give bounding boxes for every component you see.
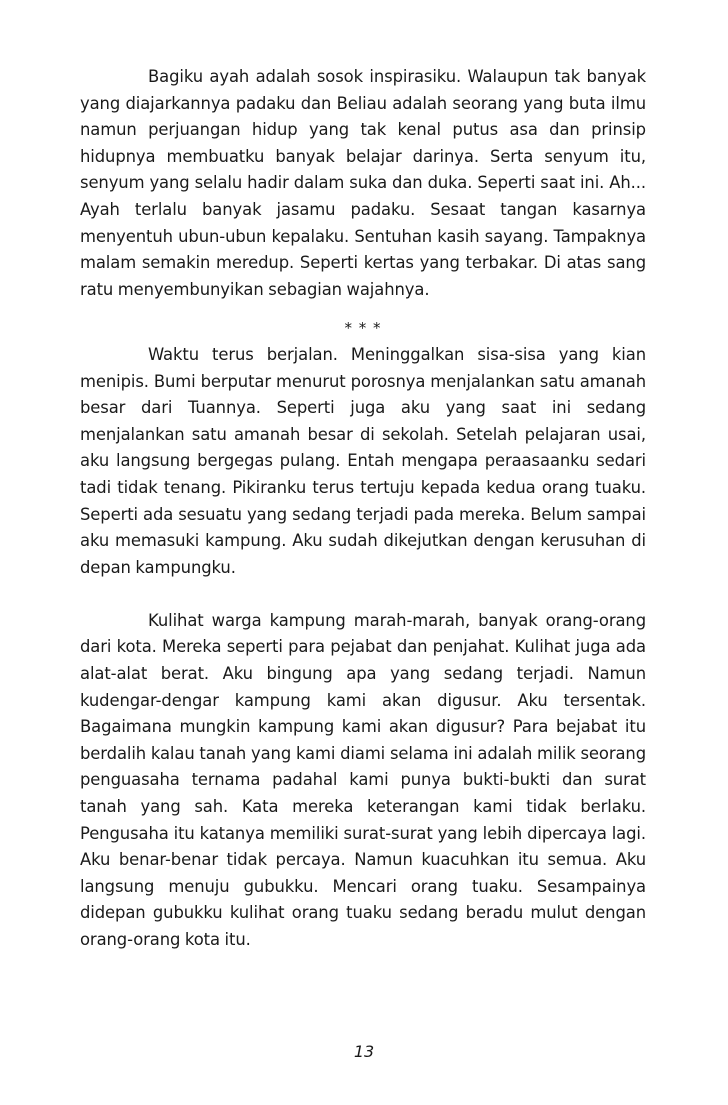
page-body [80, 64, 646, 954]
paragraph-1: Bagiku ayah adalah sosok inspirasiku. Walaupun tak banyak yang diajarkannya padaku dan Beliau adalah seorang yang buta ilmu namun perjuangan hidup yang tak kenal putus asa dan prinsip hidupnya membuatku banyak belajar darinya. Serta senyum itu, senyum yang selalu hadir dalam suka dan duka. Seperti saat ini. Ah... Ayah terlalu banyak jasamu padaku. Sesaat tangan kasarnya menyentuh ubun-ubun kepalaku. Sentuhan kasih sayang. Tampaknya malam semakin meredup. Seperti kertas yang terbakar. Di atas sang ratu menyembunyikan sebagian wajahnya. [80, 67, 646, 299]
paragraph-2: Waktu terus berjalan. Meninggalkan sisa-sisa yang kian menipis. Bumi berputar menurut porosnya menjalankan satu amanah besar dari Tuannya. Seperti juga aku yang saat ini sedang menjalankan satu amanah besar di sekolah. Setelah pelajaran usai, aku langsung bergegas pulang. Entah mengapa peraasaanku sedari tadi tidak tenang. Pikiranku terus tertuju kepada kedua orang tuaku. Seperti ada sesuatu yang sedang terjadi pada mereka. Belum sampai aku memasuki kampung. Aku sudah dikejutkan dengan kerusuhan di depan kampungku. [80, 344, 646, 577]
paragraph-3: Kulihat warga kampung marah-marah, banyak orang-orang dari kota. Mereka seperti para pejabat dan penjahat. Kulihat juga ada alat-alat berat. Aku bingung apa yang sedang terjadi. Namun kudengar-dengar kampung kami akan digusur. Aku tersentak. Bagaimana mungkin kampung kami akan digusur? Para bejabat itu berdalih kalau tanah yang kami diami selama ini adalah milik seorang penguasaha ternama padahal kami punya bukti-bukti dan surat tanah yang sah. Kata mereka keterangan kami tidak berlaku. Pengusaha itu katanya memiliki surat-surat yang lebih dipercaya lagi. Aku benar-benar tidak percaya. Namun kuacuhkan itu semua. Aku langsung menuju gubukku. Mencari orang tuaku. Sesampainya didepan gubukku kulihat orang tuaku sedang beradu mulut dengan orang-orang kota itu. [80, 610, 646, 949]
section-separator: * * * [344, 319, 382, 338]
page-number: 13 [353, 1042, 375, 1061]
